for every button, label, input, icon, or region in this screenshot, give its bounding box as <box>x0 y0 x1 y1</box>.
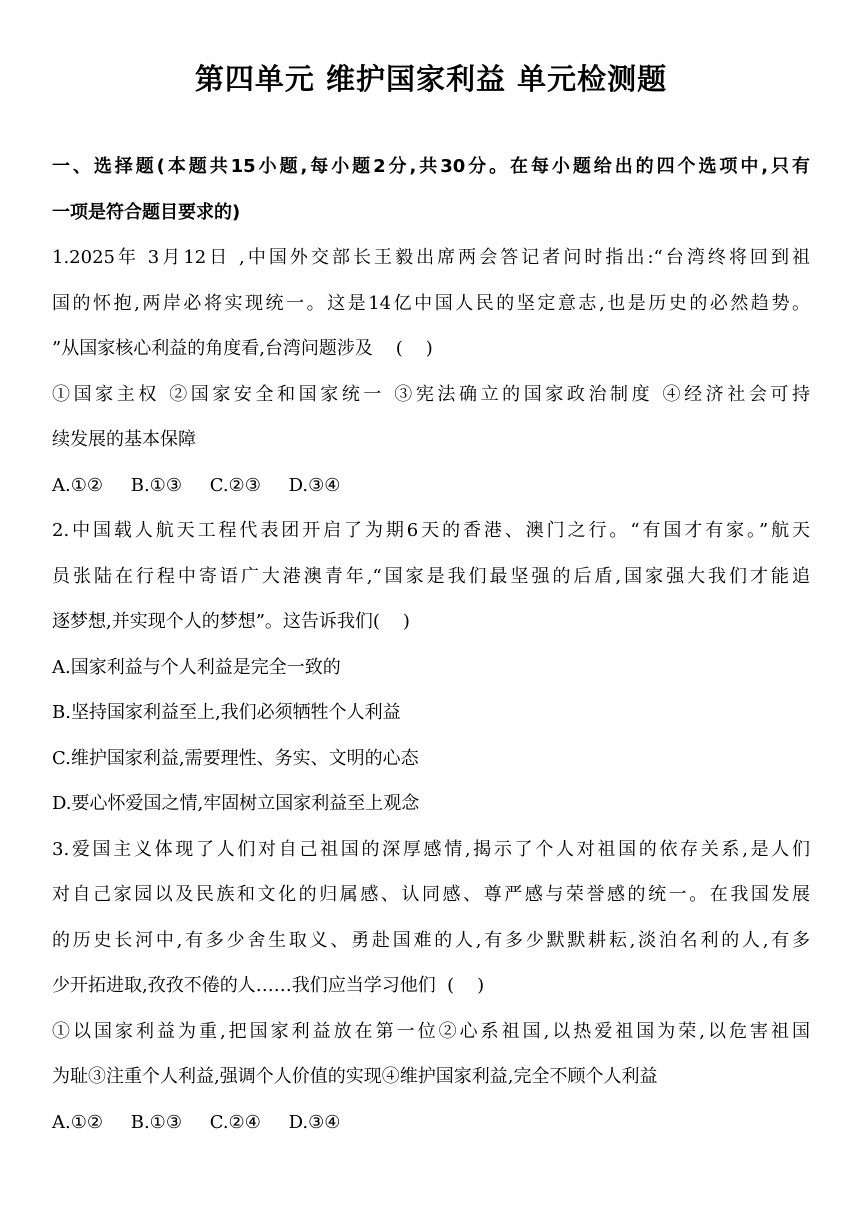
question-2-option-b: B.坚持国家利益至上,我们必须牺牲个人利益 <box>52 702 401 723</box>
question-3-line-1: 3.爱国主义体现了人们对自己祖国的深厚感情,揭示了个人对祖国的依存关系,是人们 <box>52 838 810 860</box>
question-3-option-b: B.①③ <box>130 1111 182 1133</box>
question-1-option-d: D.③④ <box>288 474 341 496</box>
question-2-line-1: 2.中国载人航天工程代表团开启了为期6天的香港、澳门之行。“有国才有家。”航天 <box>52 520 810 541</box>
question-3-line-2: 对自己家园以及民族和文化的归属感、认同感、尊严感与荣誉感的统一。在我国发展 <box>52 884 810 905</box>
question-1-statements: ①国家主权 ②国家安全和国家统一 ③宪法确立的国家政治制度 ④经济社会可持 <box>52 383 810 405</box>
question-1-options <box>52 463 810 509</box>
question-3-options <box>52 1100 810 1146</box>
section-heading-line-1: 一、选择题(本题共15小题,每小题2分,共30分。在每小题给出的四个选项中,只有 <box>52 156 810 177</box>
question-3-line-3: 的历史长河中,有多少舍生取义、勇赴国难的人,有多少默默耕耘,淡泊名利的人,有多 <box>52 929 810 951</box>
question-2-option-a: A.国家利益与个人利益是完全一致的 <box>52 656 341 678</box>
question-2-line-2: 员张陆在行程中寄语广大港澳青年,“国家是我们最坚强的后盾,国家强大我们才能追 <box>52 565 810 587</box>
question-3-option-d: D.③④ <box>288 1111 341 1133</box>
question-1-option-c: C.②③ <box>209 474 261 496</box>
exam-content <box>52 144 810 1145</box>
question-1-option-a: A.①② <box>52 474 103 496</box>
section-heading-line-2: 一项是符合题目要求的) <box>52 201 241 223</box>
question-3-option-c: C.②④ <box>209 1111 261 1133</box>
question-2-line-3: 逐梦想,并实现个人的梦想”。这告诉我们( ) <box>52 611 410 632</box>
question-3-option-a: A.①② <box>52 1111 103 1133</box>
question-3-statements-cont: 为耻③注重个人利益,强调个人价值的实现④维护国家利益,完全不顾个人利益 <box>52 1066 658 1087</box>
question-1-line-2: 国的怀抱,两岸必将实现统一。这是14亿中国人民的坚定意志,也是历史的必然趋势。 <box>52 292 810 314</box>
question-1-statements-cont: 续发展的基本保障 <box>52 429 196 450</box>
question-1-line-1: 1.2025年 3月12日 ,中国外交部长王毅出席两会答记者问时指出:“台湾终将回到祖 <box>52 247 810 268</box>
page-title: 第四单元 维护国家利益 单元检测题 <box>194 62 668 96</box>
question-2 <box>52 508 810 827</box>
question-3 <box>52 827 810 1146</box>
question-3-statements: ①以国家利益为重,把国家利益放在第一位②心系祖国,以热爱祖国为荣,以危害祖国 <box>52 1020 810 1042</box>
question-3-line-4: 少开拓进取,孜孜不倦的人……我们应当学习他们 ( ) <box>52 975 485 996</box>
question-2-option-c: C.维护国家利益,需要理性、务实、文明的心态 <box>52 747 419 769</box>
question-1-line-3: ”从国家核心利益的角度看,台湾问题涉及 ( ) <box>52 338 433 359</box>
question-2-option-d: D.要心怀爱国之情,牢固树立国家利益至上观念 <box>52 793 420 814</box>
question-1-option-b: B.①③ <box>130 474 182 496</box>
question-1 <box>52 235 810 508</box>
